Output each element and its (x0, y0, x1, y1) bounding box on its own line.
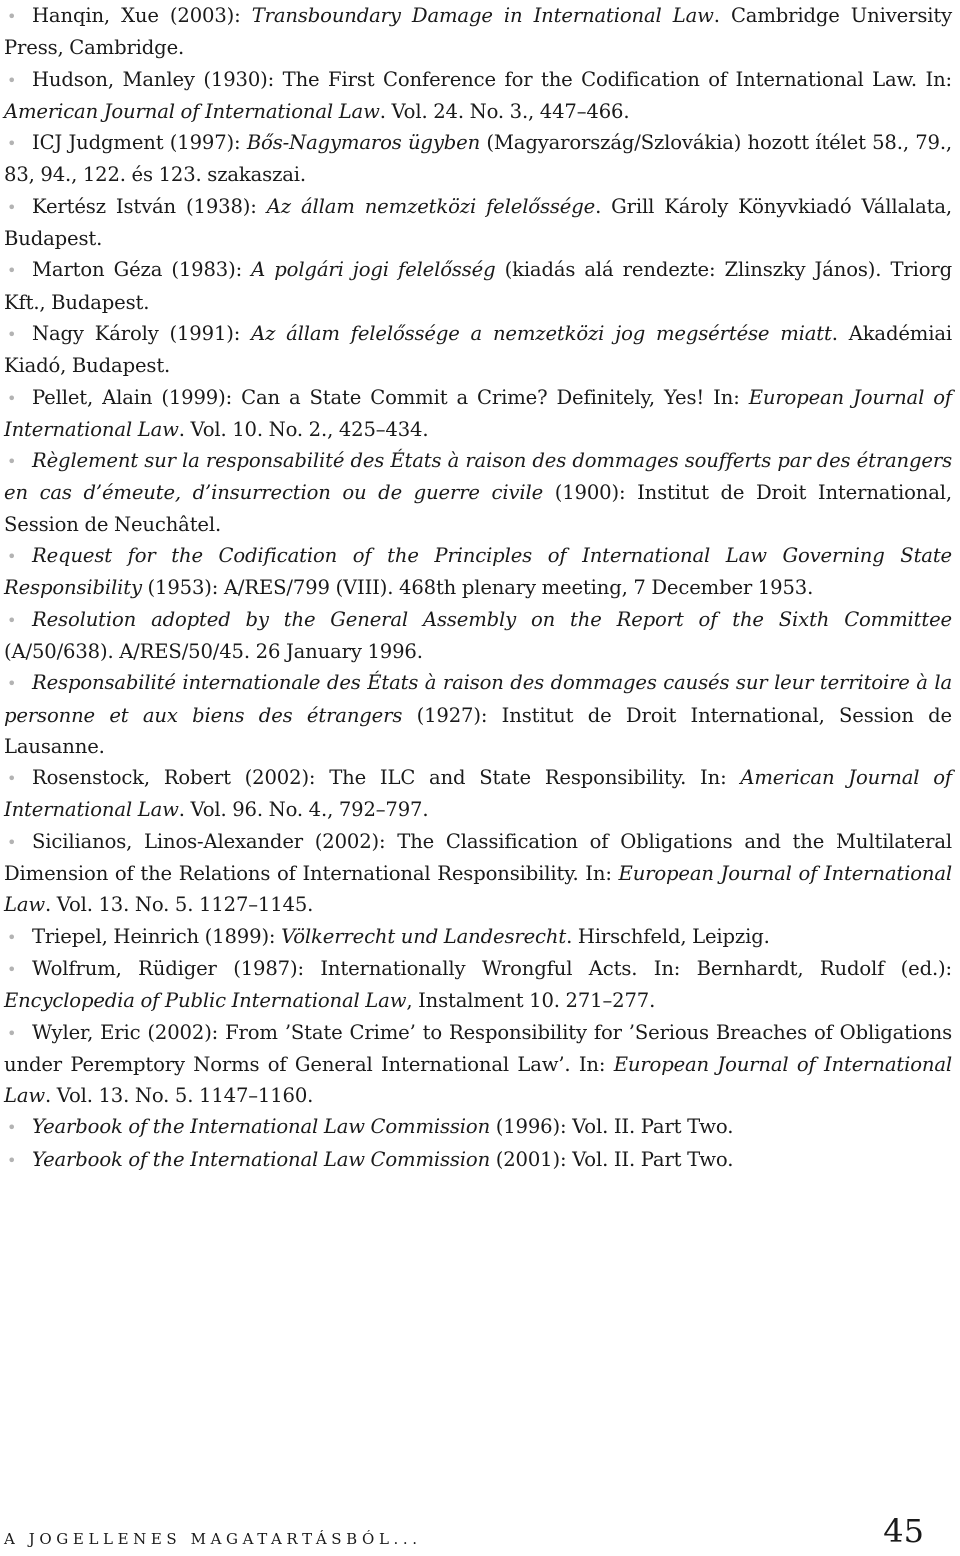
bullet-icon: • (7, 832, 17, 852)
reference-text: Sicilianos, Linos-Alexander (2002): The Classification of Obligations and the Multilateral Dimension of the Relations of International Responsibility. In: (4, 829, 952, 886)
page-footer (0, 1512, 960, 1556)
reference-text: . Hirschfeld, Leipzig. (566, 924, 770, 948)
reference-title-italic: Bős-Nagymaros ügyben (246, 131, 481, 155)
running-title: A JOGELLENES MAGATARTÁSBÓL... (4, 1530, 422, 1548)
reference-text: . Vol. 10. No. 2., 425–434. (178, 417, 429, 441)
reference-text: . Grill Károly Könyvkiadó Vállalata, Budapest. (4, 194, 953, 251)
bullet-icon: • (7, 674, 17, 694)
bullet-icon: • (7, 7, 17, 26)
reference-text: Pellet, Alain (1999): Can a State Commit a Crime? Definitely, Yes! In: (32, 385, 749, 409)
reference-title-italic: European Journal of International Law (4, 385, 952, 441)
reference-title-italic: European Journal of International Law (4, 862, 952, 917)
reference-item (4, 540, 952, 604)
reference-title-italic: Transboundary Damage in International Law (251, 4, 714, 27)
reference-title-italic: American Journal of International Law (4, 99, 380, 123)
reference-item (4, 0, 952, 64)
reference-title-italic: Request for the Codification of the Principles of International Law Governing State Responsibility (4, 544, 952, 600)
reference-text: Rosenstock, Robert (2002): The ILC and State Responsibility. In: (32, 766, 741, 790)
bullet-icon: • (7, 959, 17, 979)
reference-item (4, 826, 952, 921)
reference-title-italic: A polgári jogi felelősség (251, 258, 496, 282)
reference-text: . Vol. 13. No. 5. 1147–1160. (45, 1084, 314, 1108)
reference-text: . Vol. 24. No. 3., 447–466. (379, 99, 630, 123)
reference-text: (A/50/638). A/RES/50/45. 26 January 1996. (4, 639, 423, 663)
reference-list (4, 0, 952, 1176)
reference-text: (kiadás alá rendezte: Zlinszky János). Triorg Kft., Budapest. (4, 258, 952, 314)
reference-item (4, 254, 952, 318)
reference-text: . Vol. 96. No. 4., 792–797. (178, 798, 429, 822)
bullet-icon: • (7, 452, 17, 472)
reference-item (4, 191, 952, 255)
reference-text: (1927): Institut de Droit International, Session de Lausanne. (4, 703, 952, 758)
reference-item (4, 318, 952, 382)
reference-title-italic: European Journal of International Law (4, 1052, 952, 1108)
reference-text: Triepel, Heinrich (1899): (32, 924, 282, 948)
reference-item (4, 667, 952, 762)
bullet-icon: • (7, 261, 17, 281)
page-number: 45 (883, 1512, 924, 1550)
reference-text: ICJ Judgment (1997): (32, 131, 247, 155)
reference-text: Wolfrum, Rüdiger (1987): Internationally Wrongful Acts. In: Bernhardt, Rudolf (ed.): (32, 956, 952, 980)
reference-item (4, 127, 952, 191)
reference-title-italic: Az állam nemzetközi felelőssége (266, 194, 596, 218)
bullet-icon: • (7, 324, 17, 344)
reference-item (4, 1111, 952, 1143)
reference-item (4, 604, 952, 668)
reference-title-italic: Yearbook of the International Law Commission (32, 1147, 491, 1171)
reference-item (4, 382, 952, 446)
reference-text: (1996): Vol. II. Part Two. (490, 1115, 734, 1139)
bullet-icon: • (7, 1150, 17, 1170)
reference-item (4, 921, 952, 953)
bullet-icon: • (7, 769, 17, 789)
reference-item (4, 445, 952, 540)
reference-title-italic: Encyclopedia of Public International Law (4, 989, 407, 1013)
reference-title-italic: Yearbook of the International Law Commission (32, 1115, 491, 1139)
reference-text: Hudson, Manley (1930): The First Conference for the Codification of International Law. In: (32, 67, 952, 91)
bullet-icon: • (7, 610, 17, 630)
reference-text: (2001): Vol. II. Part Two. (490, 1147, 734, 1171)
reference-text: Wyler, Eric (2002): From ’State Crime’ to Responsibility for ’Serious Breaches of Obligations under Peremptory Norms of General International Law’. In: (4, 1020, 952, 1076)
reference-title-italic: American Journal of International Law (4, 766, 952, 822)
reference-item (4, 1144, 952, 1176)
reference-text: Kertész István (1938): (32, 194, 267, 218)
reference-text: Hanqin, Xue (2003): (32, 4, 252, 27)
reference-item (4, 1017, 952, 1112)
reference-text: , Instalment 10. 271–277. (406, 989, 656, 1013)
reference-item (4, 953, 952, 1017)
reference-text: Marton Géza (1983): (32, 258, 252, 282)
reference-item (4, 64, 952, 128)
bullet-icon: • (7, 388, 17, 408)
bullet-icon: • (7, 134, 17, 154)
reference-text: . Akadémiai Kiadó, Budapest. (4, 321, 953, 378)
bullet-icon: • (7, 197, 17, 217)
reference-text: . Cambridge University Press, Cambridge. (4, 4, 953, 60)
reference-text: (1900): Institut de Droit International, Session de Neuchâtel. (4, 481, 953, 536)
reference-text: (Magyarország/Szlovákia) hozott ítélet 58., 79., 83, 94., 122. és 123. szakaszai. (4, 131, 953, 187)
reference-title-italic: Völkerrecht und Landesrecht (281, 924, 567, 948)
reference-title-italic: Responsabilité internationale des États à raison des dommages causés sur leur territoire à la personne et aux biens des étrangers (4, 671, 952, 727)
bullet-icon: • (7, 927, 17, 947)
reference-text: . Vol. 13. No. 5. 1127–1145. (45, 893, 314, 917)
bullet-icon: • (7, 547, 17, 567)
bullet-icon: • (7, 1118, 17, 1138)
reference-title-italic: Règlement sur la responsabilité des États à raison des dommages soufferts par des étrangers en cas d’émeute, d’insurrection ou de guerre civile (4, 449, 952, 505)
reference-title-italic: Az állam felelőssége a nemzetközi jog megsértése miatt (251, 321, 832, 345)
reference-text: (1953): A/RES/799 (VIII). 468th plenary meeting, 7 December 1953. (141, 576, 814, 600)
reference-text: Nagy Károly (1991): (32, 321, 252, 345)
bullet-icon: • (7, 1023, 17, 1043)
reference-item (4, 762, 952, 826)
reference-title-italic: Resolution adopted by the General Assembly on the Report of the Sixth Committee (32, 607, 952, 631)
bullet-icon: • (7, 70, 17, 90)
